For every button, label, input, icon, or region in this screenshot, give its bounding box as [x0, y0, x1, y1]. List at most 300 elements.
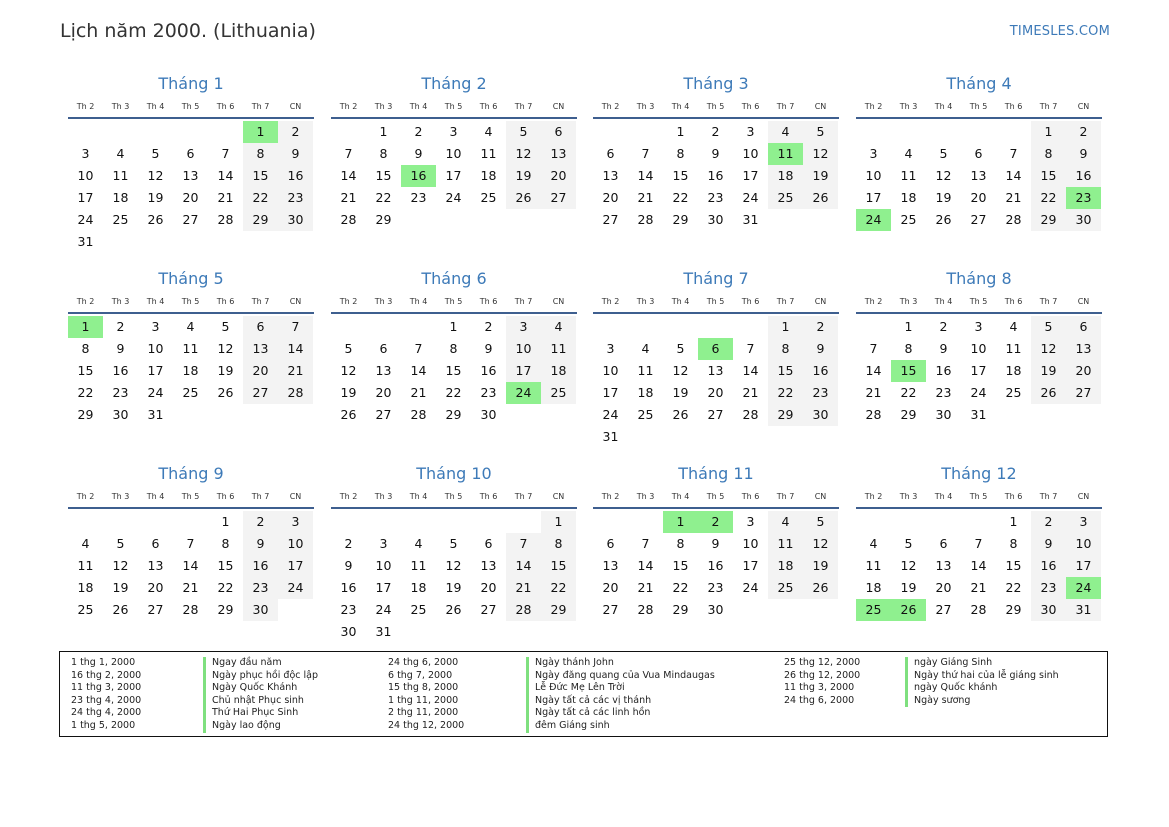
weekday-label: CN	[1077, 492, 1090, 501]
day-cell: 25	[768, 577, 803, 599]
day-cell: 20	[707, 385, 724, 400]
day-cell: 15	[1005, 558, 1022, 573]
day-cell: 16	[340, 580, 357, 595]
weekday-label: Th 6	[479, 492, 498, 501]
legend-item	[71, 694, 304, 708]
holiday-day-cell: 23	[1066, 187, 1101, 209]
weekday-label: Th 7	[1039, 102, 1058, 111]
day-cell: 14	[410, 363, 427, 378]
day-cell: 24	[147, 385, 164, 400]
day-cell: 22	[900, 385, 917, 400]
weekday-label: Th 5	[181, 492, 200, 501]
day-cell: 16	[243, 555, 278, 577]
day-cell: 6	[186, 146, 195, 161]
day-cell: 9	[243, 533, 278, 555]
day-cell: 8	[1009, 536, 1018, 551]
day-cell: 10	[445, 146, 462, 161]
weekday-label: Th 4	[409, 102, 428, 111]
day-cell: 9	[116, 341, 125, 356]
weekday-label: Th 6	[741, 102, 760, 111]
weekday-label: Th 2	[76, 492, 95, 501]
day-cell: 11	[112, 168, 129, 183]
day-cell: 3	[506, 316, 541, 338]
day-cell: 2	[1031, 511, 1066, 533]
day-cell: 20	[243, 360, 278, 382]
day-cell: 22	[77, 385, 94, 400]
day-cell: 29	[1005, 602, 1022, 617]
weekday-label: Th 6	[479, 297, 498, 306]
day-cell: 21	[340, 190, 357, 205]
day-cell: 24	[77, 212, 94, 227]
day-cell: 5	[1031, 316, 1066, 338]
day-cell: 20	[147, 580, 164, 595]
holiday-day-cell: 1	[68, 316, 103, 338]
day-cell: 31	[970, 407, 987, 422]
weekday-label: Th 5	[969, 492, 988, 501]
day-cell: 26	[672, 407, 689, 422]
day-cell: 10	[375, 558, 392, 573]
day-cell: 9	[344, 558, 353, 573]
weekday-label: Th 2	[339, 297, 358, 306]
day-cell: 25	[77, 602, 94, 617]
month-title: Tháng 2	[421, 74, 487, 93]
month-title: Tháng 4	[946, 74, 1012, 93]
day-cell: 10	[278, 533, 313, 555]
day-cell: 27	[182, 212, 199, 227]
legend-item	[784, 669, 1059, 683]
weekday-label: Th 3	[374, 102, 393, 111]
weekday-label: Th 3	[374, 492, 393, 501]
weekday-label: Th 3	[111, 102, 130, 111]
legend-holiday-name: Ngày tất cả các linh hồn	[526, 707, 650, 720]
day-cell: 5	[904, 536, 913, 551]
day-cell: 3	[449, 124, 458, 139]
day-cell: 18	[112, 190, 129, 205]
header-divider	[331, 312, 577, 314]
weekday-label: CN	[289, 102, 302, 111]
day-cell: 12	[672, 363, 689, 378]
day-cell: 7	[869, 341, 878, 356]
day-cell: 18	[541, 360, 576, 382]
day-cell: 16	[935, 363, 952, 378]
month-title: Tháng 5	[158, 269, 224, 288]
day-cell: 7	[278, 316, 313, 338]
day-cell: 30	[707, 602, 724, 617]
weekday-label: Th 5	[969, 297, 988, 306]
day-cell: 8	[676, 146, 685, 161]
legend-item	[71, 657, 282, 670]
holiday-day-cell: 24	[1066, 577, 1101, 599]
day-cell: 9	[278, 143, 313, 165]
day-cell: 19	[672, 385, 689, 400]
weekday-label: Th 3	[636, 492, 655, 501]
month-title: Tháng 8	[946, 269, 1012, 288]
weekday-label: Th 4	[671, 102, 690, 111]
legend-item	[388, 694, 652, 708]
weekday-label: Th 6	[1004, 492, 1023, 501]
weekday-label: Th 7	[514, 102, 533, 111]
day-cell: 16	[707, 168, 724, 183]
day-cell: 6	[541, 121, 576, 143]
day-cell: 17	[742, 558, 759, 573]
day-cell: 19	[147, 190, 164, 205]
day-cell: 2	[414, 124, 423, 139]
holiday-day-cell: 15	[891, 360, 926, 382]
holiday-day-cell: 2	[698, 511, 733, 533]
day-cell: 15	[77, 363, 94, 378]
weekday-label: Th 2	[339, 102, 358, 111]
legend-date: 26 thg 12, 2000	[784, 669, 861, 681]
day-cell: 9	[803, 338, 838, 360]
weekday-label: Th 3	[111, 492, 130, 501]
weekday-header	[68, 492, 314, 504]
day-cell: 4	[484, 124, 493, 139]
legend-item	[71, 669, 318, 683]
day-cell: 31	[77, 234, 94, 249]
day-cell: 9	[1031, 533, 1066, 555]
day-cell: 24	[278, 577, 313, 599]
day-cell: 17	[278, 555, 313, 577]
weekday-label: Th 4	[934, 492, 953, 501]
day-cell: 5	[803, 121, 838, 143]
day-cell: 4	[186, 319, 195, 334]
month-title: Tháng 9	[158, 464, 224, 483]
day-cell: 17	[742, 168, 759, 183]
day-cell: 20	[375, 385, 392, 400]
day-cell: 6	[484, 536, 493, 551]
day-cell: 22	[672, 580, 689, 595]
day-cell: 3	[81, 146, 90, 161]
day-cell: 26	[506, 187, 541, 209]
weekday-header	[593, 492, 839, 504]
weekday-header	[856, 492, 1102, 504]
day-cell: 6	[379, 341, 388, 356]
day-cell: 2	[116, 319, 125, 334]
day-cell: 9	[711, 536, 720, 551]
legend-item	[71, 707, 299, 720]
weekday-label: Th 3	[899, 492, 918, 501]
day-cell: 26	[217, 385, 234, 400]
day-cell: 20	[935, 580, 952, 595]
day-cell: 5	[116, 536, 125, 551]
day-cell: 4	[768, 121, 803, 143]
day-cell: 10	[970, 341, 987, 356]
weekday-label: CN	[289, 492, 302, 501]
day-cell: 6	[606, 146, 615, 161]
weekday-label: Th 7	[251, 102, 270, 111]
holiday-legend	[59, 651, 1108, 737]
legend-item	[388, 657, 614, 670]
day-cell: 9	[939, 341, 948, 356]
day-cell: 1	[1009, 514, 1018, 529]
legend-item	[784, 682, 998, 695]
day-cell: 24	[742, 580, 759, 595]
weekday-label: Th 5	[181, 297, 200, 306]
day-cell: 29	[1031, 209, 1066, 231]
day-cell: 30	[803, 404, 838, 426]
day-cell: 6	[1066, 316, 1101, 338]
day-cell: 25	[637, 407, 654, 422]
day-cell: 2	[484, 319, 493, 334]
weekday-label: Th 7	[776, 297, 795, 306]
weekday-label: Th 5	[181, 102, 200, 111]
day-cell: 30	[707, 212, 724, 227]
legend-holiday-name: Ngày lao động	[203, 720, 281, 733]
header-divider	[593, 507, 839, 509]
day-cell: 11	[865, 558, 882, 573]
weekday-header	[856, 297, 1102, 309]
day-cell: 18	[77, 580, 94, 595]
day-cell: 17	[445, 168, 462, 183]
day-cell: 8	[904, 341, 913, 356]
day-cell: 18	[410, 580, 427, 595]
day-cell: 11	[637, 363, 654, 378]
day-cell: 16	[480, 363, 497, 378]
weekday-label: Th 5	[706, 297, 725, 306]
day-cell: 18	[900, 190, 917, 205]
day-cell: 20	[602, 190, 619, 205]
day-cell: 18	[1005, 363, 1022, 378]
month-title: Tháng 3	[683, 74, 749, 93]
day-cell: 17	[602, 385, 619, 400]
day-cell: 13	[147, 558, 164, 573]
day-cell: 11	[410, 558, 427, 573]
day-cell: 11	[480, 146, 497, 161]
day-cell: 22	[243, 187, 278, 209]
day-cell: 13	[541, 143, 576, 165]
legend-holiday-name: Ngày phục hồi độc lập	[203, 670, 318, 683]
day-cell: 31	[742, 212, 759, 227]
day-cell: 9	[1066, 143, 1101, 165]
weekday-label: Th 5	[706, 102, 725, 111]
day-cell: 25	[112, 212, 129, 227]
legend-holiday-name: Thứ Hai Phục Sinh	[203, 707, 298, 720]
day-cell: 24	[970, 385, 987, 400]
weekday-label: Th 2	[76, 102, 95, 111]
month-title: Tháng 7	[683, 269, 749, 288]
day-cell: 23	[707, 580, 724, 595]
weekday-label: Th 7	[514, 297, 533, 306]
day-cell: 29	[217, 602, 234, 617]
month-title: Tháng 11	[678, 464, 754, 483]
legend-date: 24 thg 6, 2000	[784, 694, 855, 706]
day-cell: 21	[865, 385, 882, 400]
legend-item	[388, 719, 610, 733]
day-cell: 23	[707, 190, 724, 205]
day-cell: 13	[182, 168, 199, 183]
month-title: Tháng 12	[941, 464, 1017, 483]
weekday-label: CN	[1077, 102, 1090, 111]
day-cell: 5	[221, 319, 230, 334]
day-cell: 5	[803, 511, 838, 533]
header-divider	[68, 312, 314, 314]
weekday-label: Th 4	[934, 297, 953, 306]
day-cell: 18	[182, 363, 199, 378]
day-cell: 1	[904, 319, 913, 334]
day-cell: 8	[676, 536, 685, 551]
legend-item	[71, 682, 298, 695]
weekday-label: Th 6	[1004, 102, 1023, 111]
weekday-label: Th 4	[671, 492, 690, 501]
legend-date: 16 thg 2, 2000	[71, 669, 142, 681]
day-cell: 4	[116, 146, 125, 161]
day-cell: 23	[112, 385, 129, 400]
day-cell: 17	[865, 190, 882, 205]
weekday-label: Th 3	[636, 102, 655, 111]
day-cell: 15	[541, 555, 576, 577]
legend-column	[784, 657, 1059, 707]
day-cell: 28	[637, 602, 654, 617]
day-cell: 22	[217, 580, 234, 595]
day-cell: 17	[77, 190, 94, 205]
weekday-label: Th 2	[864, 102, 883, 111]
weekday-label: Th 6	[216, 492, 235, 501]
day-cell: 20	[970, 190, 987, 205]
day-cell: 12	[217, 341, 234, 356]
day-cell: 10	[77, 168, 94, 183]
day-cell: 12	[340, 363, 357, 378]
day-cell: 22	[672, 190, 689, 205]
day-cell: 31	[1066, 599, 1101, 621]
month-title: Tháng 10	[416, 464, 492, 483]
day-cell: 3	[151, 319, 160, 334]
day-cell: 1	[1031, 121, 1066, 143]
day-cell: 10	[742, 146, 759, 161]
day-cell: 24	[445, 190, 462, 205]
day-cell: 13	[1066, 338, 1101, 360]
header-divider	[593, 312, 839, 314]
weekday-label: Th 2	[864, 492, 883, 501]
day-cell: 15	[375, 168, 392, 183]
day-cell: 25	[768, 187, 803, 209]
day-cell: 14	[970, 558, 987, 573]
day-cell: 18	[768, 555, 803, 577]
weekday-header	[68, 297, 314, 309]
day-cell: 27	[243, 382, 278, 404]
day-cell: 27	[707, 407, 724, 422]
day-cell: 7	[186, 536, 195, 551]
day-cell: 26	[803, 187, 838, 209]
day-cell: 26	[340, 407, 357, 422]
day-cell: 30	[340, 624, 357, 639]
day-cell: 13	[375, 363, 392, 378]
day-cell: 9	[414, 146, 423, 161]
day-cell: 19	[803, 555, 838, 577]
day-cell: 4	[904, 146, 913, 161]
weekday-label: Th 6	[216, 102, 235, 111]
day-cell: 9	[484, 341, 493, 356]
day-cell: 7	[746, 341, 755, 356]
legend-column	[71, 657, 318, 733]
day-cell: 3	[974, 319, 983, 334]
day-cell: 15	[672, 168, 689, 183]
day-cell: 21	[1005, 190, 1022, 205]
day-cell: 21	[637, 190, 654, 205]
day-cell: 21	[637, 580, 654, 595]
day-cell: 22	[375, 190, 392, 205]
day-cell: 21	[742, 385, 759, 400]
day-cell: 7	[974, 536, 983, 551]
day-cell: 16	[1031, 555, 1066, 577]
weekday-label: Th 6	[741, 492, 760, 501]
day-cell: 18	[768, 165, 803, 187]
legend-holiday-name: Ngày thánh John	[526, 657, 614, 670]
holiday-day-cell: 25	[856, 599, 891, 621]
holiday-day-cell: 1	[243, 121, 278, 143]
day-cell: 1	[676, 124, 685, 139]
day-cell: 14	[637, 558, 654, 573]
legend-item	[388, 707, 651, 720]
day-cell: 28	[340, 212, 357, 227]
holiday-day-cell: 16	[401, 165, 436, 187]
day-cell: 27	[602, 602, 619, 617]
legend-date: 11 thg 3, 2000	[71, 682, 142, 694]
day-cell: 15	[672, 558, 689, 573]
day-cell: 2	[711, 124, 720, 139]
day-cell: 6	[606, 536, 615, 551]
weekday-label: Th 2	[76, 297, 95, 306]
day-cell: 8	[379, 146, 388, 161]
weekday-label: Th 7	[251, 297, 270, 306]
day-cell: 19	[935, 190, 952, 205]
day-cell: 16	[803, 360, 838, 382]
weekday-label: Th 3	[899, 102, 918, 111]
day-cell: 14	[217, 168, 234, 183]
day-cell: 14	[506, 555, 541, 577]
day-cell: 22	[541, 577, 576, 599]
day-cell: 15	[768, 360, 803, 382]
day-cell: 5	[344, 341, 353, 356]
header-divider	[856, 312, 1102, 314]
day-cell: 28	[182, 602, 199, 617]
weekday-label: Th 6	[1004, 297, 1023, 306]
day-cell: 28	[410, 407, 427, 422]
day-cell: 20	[182, 190, 199, 205]
day-cell: 14	[637, 168, 654, 183]
day-cell: 8	[1031, 143, 1066, 165]
day-cell: 7	[344, 146, 353, 161]
day-cell: 1	[221, 514, 230, 529]
day-cell: 20	[1066, 360, 1101, 382]
site-link[interactable]: TIMESLES.COM	[1009, 24, 1110, 39]
day-cell: 29	[768, 404, 803, 426]
weekday-label: Th 6	[479, 102, 498, 111]
day-cell: 6	[974, 146, 983, 161]
day-cell: 23	[935, 385, 952, 400]
header-divider	[856, 507, 1102, 509]
day-cell: 8	[541, 533, 576, 555]
weekday-label: Th 5	[969, 102, 988, 111]
legend-item	[784, 694, 971, 708]
day-cell: 16	[278, 165, 313, 187]
day-cell: 6	[151, 536, 160, 551]
legend-item	[388, 669, 715, 683]
weekday-label: Th 4	[146, 102, 165, 111]
day-cell: 10	[602, 363, 619, 378]
day-cell: 5	[676, 341, 685, 356]
day-cell: 7	[641, 536, 650, 551]
day-cell: 4	[81, 536, 90, 551]
day-cell: 10	[865, 168, 882, 183]
legend-date: 24 thg 4, 2000	[71, 707, 142, 719]
day-cell: 31	[375, 624, 392, 639]
weekday-label: Th 5	[444, 102, 463, 111]
day-cell: 10	[147, 341, 164, 356]
day-cell: 28	[865, 407, 882, 422]
day-cell: 21	[410, 385, 427, 400]
weekday-label: Th 6	[216, 297, 235, 306]
weekday-header	[331, 297, 577, 309]
